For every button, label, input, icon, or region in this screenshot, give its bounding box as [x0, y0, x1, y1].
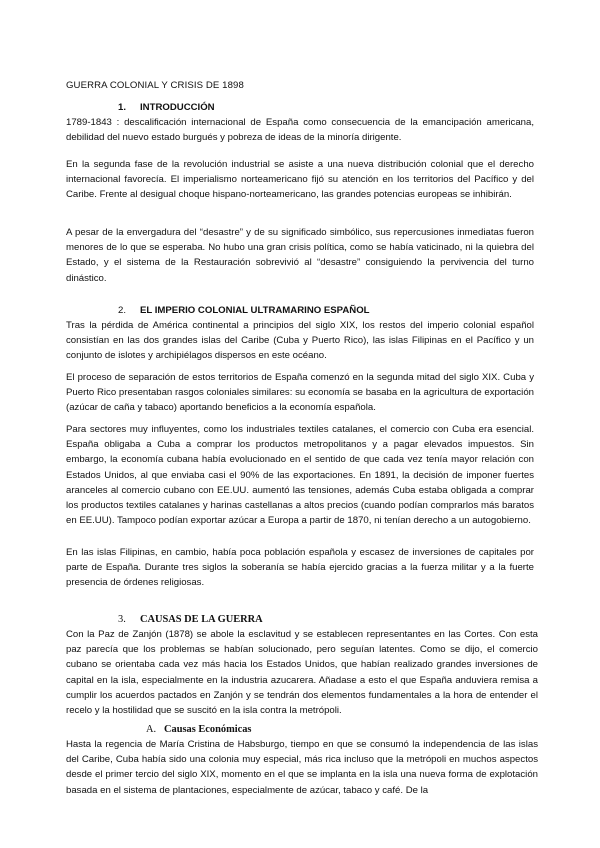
paragraph: Tras la pérdida de América continental a principios del siglo XIX, los restos del imperio colonial español consistían en las dos grandes islas del Caribe (Cuba y Puerto Rico), las islas Filipinas en el Pacífico y un conjunto de islotes y archipiélagos dispersos en este océano.: [66, 320, 534, 362]
section-heading-causas-guerra: [118, 612, 263, 627]
section-number: 3.: [118, 614, 126, 625]
subsection-letter: A.: [146, 724, 157, 735]
section-title: CAUSAS DE LA GUERRA: [140, 614, 263, 625]
section-heading-introduccion: [118, 100, 215, 115]
paragraph: 1789-1843 : descalificación internacional de España como consecuencia de la emancipación americana, debilidad del nuevo estado burgués y pobreza de ideas de la minoría dirigente.: [66, 117, 534, 144]
paragraph: En las islas Filipinas, en cambio, había poca población española y escasez de inversiones de capitales por parte de España. Durante tres siglos la soberanía se había ejercido gracias a la fuerza militar y a la fuerte presencia de órdenes religiosas.: [66, 547, 534, 589]
document-title: GUERRA COLONIAL Y CRISIS DE 1898: [66, 80, 244, 91]
section-title: INTRODUCCIÓN: [140, 102, 215, 113]
paragraph: El proceso de separación de estos territorios de España comenzó en la segunda mitad del siglo XIX. Cuba y Puerto Rico presentaban rasgos coloniales similares: su economía se basaba en la agricultura de exportación (azúcar de caña y tabaco) aportando beneficios a la economía española.: [66, 372, 534, 414]
section-heading-imperio-colonial: [118, 303, 370, 318]
paragraph: A pesar de la envergadura del “desastre” y de su significado simbólico, sus repercusiones inmediatas fueron menores de lo que se esperaba. No hubo una gran crisis política, como se había vaticinado, ni la quiebra del Estado, y el sistema de la Restauración sobrevivió al “desastre” consiguiendo la pervivencia del turno dinástico.: [66, 227, 534, 284]
section-title: EL IMPERIO COLONIAL ULTRAMARINO ESPAÑOL: [140, 305, 370, 316]
section-number: 2.: [118, 305, 127, 316]
paragraph: Con la Paz de Zanjón (1878) se abole la esclavitud y se establecen representantes en las Cortes. Con esta paz parecía que los problemas se habían solucionado, pero seguían latentes. Como se dijo, el comercio cubano se orientaba cada vez más hacia los Estados Unidos, que habían realizado grandes inversiones de capital en la isla, especialmente en la industria azucarera. Añadase a esto el que España anduviera remisa a cumplir los acuerdos pactados en Zanjón y se tendrán dos elementos fundamentales a la hora de entender el recelo y la hostilidad que se suscitó en la isla contra la metrópoli.: [66, 629, 538, 717]
paragraph: En la segunda fase de la revolución industrial se asiste a una nueva distribución colonial que el derecho internacional favorecía. El imperialismo norteamericano fijó su atención en los territorios del Pacífico y del Caribe. Frente al desigual choque hispano-norteamericano, las grandes potencias europeas se inhibirán.: [66, 159, 534, 201]
paragraph: Para sectores muy influyentes, como los industriales textiles catalanes, el comercio con Cuba era esencial. España obligaba a Cuba a comprar los productos metropolitanos y a pagar elevados impuestos. Sin embargo, la economía cubana había evolucionado en el sentido de que cada vez tenía mayor relación con Estados Unidos, al que enviaba casi el 90% de las exportaciones. En 1891, la decisión de imponer fuertes aranceles al comercio cubano con EE.UU. aumentó las tensiones, además Cuba estaba obligada a comprar los productos textiles catalanes y harinas castellanas a altos precios (cuando podían comprarlos más baratos en EE.UU). Tampoco podían exportar azúcar a Europa a partir de 1870, ni tenían derecho a un autogobierno.: [66, 424, 534, 527]
subsection-title: Causas Económicas: [164, 724, 252, 735]
paragraph: Hasta la regencia de María Cristina de Habsburgo, tiempo en que se consumó la independencia de las islas del Caribe, Cuba había sido una colonia muy especial, más rica incluso que la metrópoli en muchos aspectos desde el primer tercio del siglo XIX, momento en el que se implanta en la isla una nueva forma de explotación basada en el sistema de plantaciones, especialmente de azúcar, tabaco y café. De la: [66, 739, 538, 796]
subsection-heading-causas-economicas: [146, 722, 251, 737]
section-number: 1.: [118, 102, 127, 113]
